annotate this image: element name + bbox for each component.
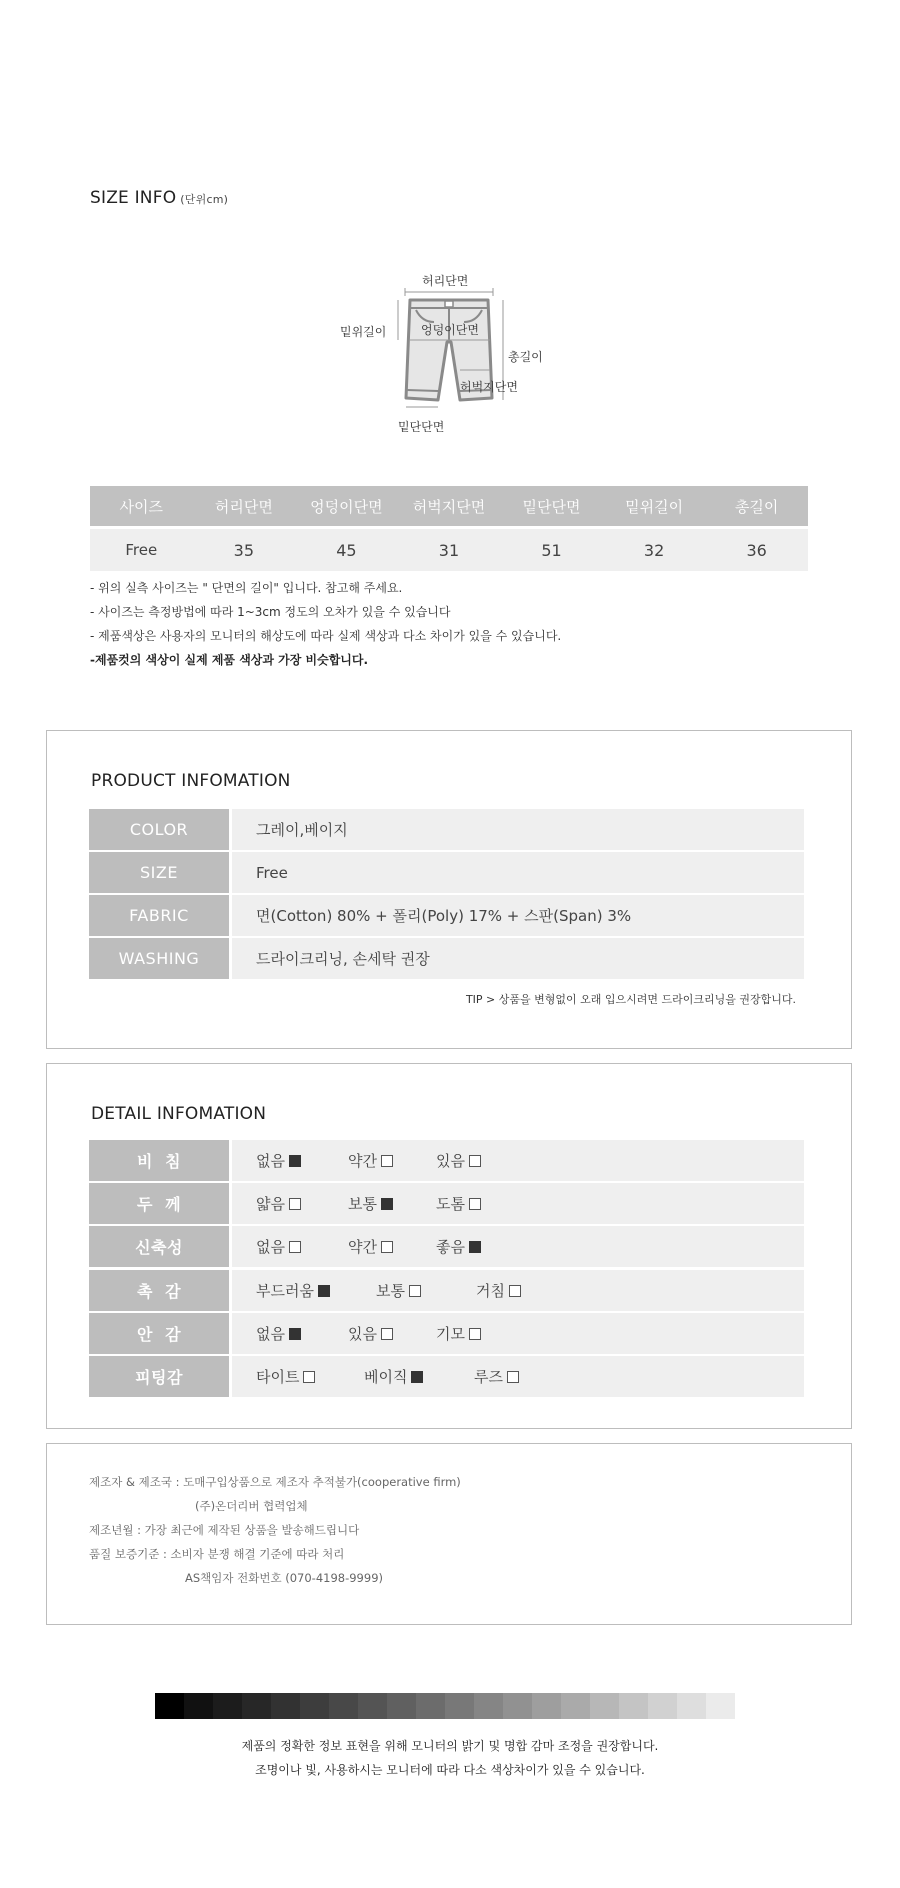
detail-label: 두 께	[89, 1183, 229, 1224]
detail-label: 피팅감	[89, 1356, 229, 1397]
unchecked-box-icon	[381, 1241, 393, 1253]
detail-option-label: 약간	[348, 1152, 377, 1170]
product-info-title: PRODUCT INFOMATION	[91, 771, 291, 791]
detail-info-title: DETAIL INFOMATION	[91, 1104, 267, 1124]
detail-option-label: 보통	[376, 1282, 405, 1300]
size-cell: Free	[90, 528, 193, 572]
diagram-label-waist: 허리단면	[422, 274, 469, 288]
detail-option-label: 얇음	[256, 1195, 285, 1213]
table-row	[90, 528, 808, 572]
maker-line: 품질 보증기준 : 소비자 분쟁 해결 기준에 따라 처리	[89, 1547, 345, 1561]
gray-scale-bar	[155, 1693, 735, 1719]
size-header-cell: 사이즈	[90, 486, 193, 528]
detail-option-label: 없음	[256, 1152, 285, 1170]
product-value: 그레이,베이지	[232, 809, 804, 850]
product-value: 드라이크리닝, 손세탁 권장	[232, 938, 804, 979]
detail-option-label: 좋음	[436, 1238, 465, 1256]
gray-swatch	[416, 1693, 445, 1719]
unchecked-box-icon	[469, 1155, 481, 1167]
detail-label: 비 침	[89, 1140, 229, 1181]
unchecked-box-icon	[469, 1328, 481, 1340]
unchecked-box-icon	[289, 1198, 301, 1210]
size-header-cell: 허벅지단면	[398, 486, 501, 528]
size-info-title	[90, 188, 228, 208]
detail-option-label: 약간	[348, 1238, 377, 1256]
size-header-cell: 밑단단면	[500, 486, 603, 528]
size-cell: 36	[705, 528, 808, 572]
size-note: - 제품색상은 사용자의 모니터의 해상도에 따라 실제 색상과 다소 차이가 있을 수 있습니다.	[90, 629, 562, 643]
unchecked-box-icon	[381, 1155, 393, 1167]
gray-swatch	[648, 1693, 677, 1719]
washing-tip: TIP > 상품을 변형없이 오래 입으시려면 드라이크리닝을 권장합니다.	[465, 993, 796, 1006]
product-row-size	[89, 852, 804, 893]
checked-box-icon	[469, 1241, 481, 1253]
gray-swatch	[387, 1693, 416, 1719]
detail-row	[89, 1270, 804, 1311]
unchecked-box-icon	[469, 1198, 481, 1210]
size-cell: 32	[603, 528, 706, 572]
product-row-fabric	[89, 895, 804, 936]
detail-option	[364, 1356, 423, 1397]
gray-swatch	[590, 1693, 619, 1719]
detail-value	[232, 1140, 804, 1181]
gray-swatch	[561, 1693, 590, 1719]
size-table	[90, 486, 808, 571]
product-value: 면(Cotton) 80% + 폴리(Poly) 17% + 스판(Span) 3%	[232, 895, 804, 936]
detail-option	[348, 1313, 393, 1354]
unchecked-box-icon	[303, 1371, 315, 1383]
gray-swatch	[503, 1693, 532, 1719]
detail-value	[232, 1183, 804, 1224]
product-row-color	[89, 809, 804, 850]
detail-option	[436, 1140, 481, 1181]
size-header-cell: 밑위길이	[603, 486, 706, 528]
size-table-header	[90, 486, 808, 528]
size-header-cell: 총길이	[705, 486, 808, 528]
maker-line: AS책임자 전화번호 (070-4198-9999)	[185, 1571, 383, 1585]
size-note-emphasis: -제품컷의 색상이 실제 제품 색상과 가장 비슷합니다.	[90, 653, 369, 667]
diagram-label-total: 총길이	[508, 350, 543, 364]
product-label: SIZE	[89, 852, 229, 893]
product-value: Free	[232, 852, 804, 893]
detail-option	[348, 1183, 393, 1224]
detail-option-label: 있음	[348, 1325, 377, 1343]
maker-line: (주)온더리버 협력업체	[195, 1499, 308, 1513]
detail-option-label: 없음	[256, 1238, 285, 1256]
detail-value	[232, 1313, 804, 1354]
detail-value	[232, 1356, 804, 1397]
detail-option	[436, 1313, 481, 1354]
checked-box-icon	[411, 1371, 423, 1383]
detail-value	[232, 1226, 804, 1267]
unchecked-box-icon	[509, 1285, 521, 1297]
checked-box-icon	[289, 1155, 301, 1167]
detail-row	[89, 1140, 804, 1181]
unchecked-box-icon	[409, 1285, 421, 1297]
gray-swatch	[677, 1693, 706, 1719]
maker-line: 제조자 & 제조국 : 도매구입상품으로 제조자 추적불가(cooperative firm)	[89, 1475, 461, 1489]
unchecked-box-icon	[289, 1241, 301, 1253]
diagram-label-hip: 엉덩이단면	[421, 323, 479, 337]
maker-info-box	[46, 1443, 852, 1625]
detail-option	[256, 1140, 301, 1181]
detail-option-label: 루즈	[474, 1368, 503, 1386]
gray-swatch	[271, 1693, 300, 1719]
product-label: COLOR	[89, 809, 229, 850]
footer-note: 조명이나 빛, 사용하시는 모니터에 따라 다소 색상차이가 있을 수 있습니다.	[255, 1763, 645, 1777]
detail-label: 안 감	[89, 1313, 229, 1354]
detail-option	[376, 1270, 421, 1311]
product-row-washing	[89, 938, 804, 979]
detail-label: 신축성	[89, 1226, 229, 1267]
gray-swatch	[329, 1693, 358, 1719]
product-info-box	[46, 730, 852, 1049]
detail-row	[89, 1226, 804, 1267]
gray-swatch	[706, 1693, 735, 1719]
detail-row	[89, 1356, 804, 1397]
product-label: FABRIC	[89, 895, 229, 936]
detail-option	[348, 1140, 393, 1181]
size-note: - 위의 실측 사이즈는 " 단면의 길이" 입니다. 참고해 주세요.	[90, 581, 403, 595]
size-cell: 51	[500, 528, 603, 572]
unchecked-box-icon	[381, 1328, 393, 1340]
maker-info	[89, 1470, 461, 1590]
size-header-cell: 허리단면	[193, 486, 296, 528]
detail-value	[232, 1270, 804, 1311]
gray-swatch	[155, 1693, 184, 1719]
gray-swatch	[242, 1693, 271, 1719]
detail-option-label: 기모	[436, 1325, 465, 1343]
detail-row	[89, 1183, 804, 1224]
maker-line: 제조년월 : 가장 최근에 제작된 상품을 발송해드립니다	[89, 1523, 360, 1537]
detail-option-label: 있음	[436, 1152, 465, 1170]
detail-option	[474, 1356, 519, 1397]
checked-box-icon	[381, 1198, 393, 1210]
detail-option	[256, 1270, 330, 1311]
size-info-heading: SIZE INFO	[90, 188, 177, 208]
detail-option	[436, 1183, 481, 1224]
gray-swatch	[474, 1693, 503, 1719]
detail-info-box	[46, 1063, 852, 1429]
detail-option	[256, 1183, 301, 1224]
footer-note: 제품의 정확한 정보 표현을 위해 모니터의 밝기 및 명합 감마 조정을 권장합니다.	[241, 1739, 659, 1753]
size-header-cell: 엉덩이단면	[295, 486, 398, 528]
gray-swatch	[300, 1693, 329, 1719]
detail-option-label: 베이직	[364, 1368, 408, 1386]
detail-option	[436, 1226, 481, 1267]
detail-option-label: 없음	[256, 1325, 285, 1343]
detail-option	[256, 1356, 315, 1397]
detail-label: 촉 감	[89, 1270, 229, 1311]
unchecked-box-icon	[507, 1371, 519, 1383]
detail-option-label: 보통	[348, 1195, 377, 1213]
detail-option	[256, 1226, 301, 1267]
detail-option	[348, 1226, 393, 1267]
size-cell: 35	[193, 528, 296, 572]
size-notes	[90, 576, 561, 672]
detail-option-label: 부드러움	[256, 1282, 314, 1300]
diagram-label-hem: 밑단단면	[398, 420, 445, 434]
gray-swatch	[532, 1693, 561, 1719]
size-cell: 45	[295, 528, 398, 572]
diagram-label-thigh: 허벅지단면	[460, 380, 518, 394]
size-info-unit: (단위cm)	[180, 193, 229, 206]
detail-option-label: 거침	[476, 1282, 505, 1300]
diagram-label-rise: 밑위길이	[340, 325, 387, 339]
size-note: - 사이즈는 측정방법에 따라 1~3cm 정도의 오차가 있을 수 있습니다	[90, 605, 451, 619]
detail-row	[89, 1313, 804, 1354]
checked-box-icon	[289, 1328, 301, 1340]
gray-swatch	[213, 1693, 242, 1719]
detail-option	[256, 1313, 301, 1354]
gray-swatch	[358, 1693, 387, 1719]
product-label: WASHING	[89, 938, 229, 979]
gray-swatch	[619, 1693, 648, 1719]
detail-option-label: 타이트	[256, 1368, 300, 1386]
shorts-diagram	[330, 270, 570, 440]
size-cell: 31	[398, 528, 501, 572]
detail-option	[476, 1270, 521, 1311]
detail-option-label: 도톰	[436, 1195, 465, 1213]
checked-box-icon	[318, 1285, 330, 1297]
gray-swatch	[184, 1693, 213, 1719]
gray-swatch	[445, 1693, 474, 1719]
